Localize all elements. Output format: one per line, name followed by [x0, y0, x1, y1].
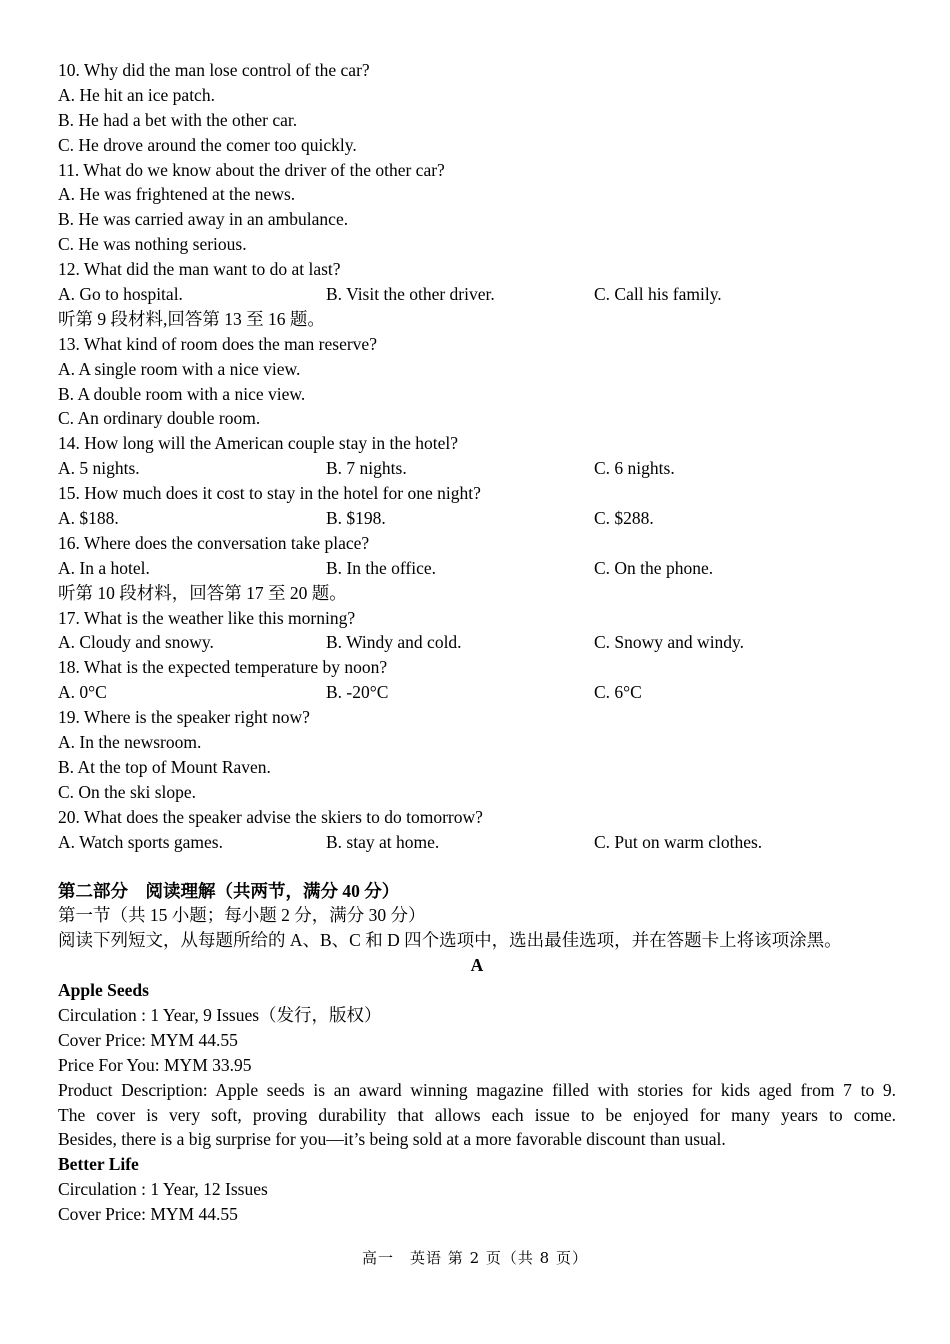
answer-option: A. In the newsroom.: [58, 732, 202, 753]
section-subheading: 第一节（共 15 小题；每小题 2 分，满分 30 分）: [58, 905, 426, 926]
answer-option: A. He hit an ice patch.: [58, 84, 215, 105]
product-detail: Cover Price: MYM 44.55: [58, 1029, 238, 1050]
question-stem: 19. Where is the speaker right now?: [58, 707, 310, 728]
question-stem: 18. What is the expected temperature by noon?: [58, 657, 388, 678]
answer-option: B. $198.: [326, 508, 386, 529]
product-description-line: Besides, there is a big surprise for you—it’s being sold at a more favorable discount than usual.: [58, 1129, 726, 1150]
part-heading: 第二部分 阅读理解（共两节，满分 40 分）: [58, 880, 400, 901]
options-row: [58, 680, 896, 705]
product-description-line: Product Description: Apple seeds is an award winning magazine filled with stories for kids aged from 7 to 9.: [58, 1079, 896, 1100]
reading-instruction: 阅读下列短文，从每题所给的 A、B、C 和 D 四个选项中，选出最佳选项，并在答题卡上将该项涂黑。: [58, 930, 842, 951]
section-gap: [58, 855, 896, 879]
answer-option: A. 0°C: [58, 682, 107, 703]
answer-option: A. A single room with a nice view.: [58, 358, 301, 379]
question-stem: 15. How much does it cost to stay in the hotel for one night?: [58, 483, 481, 504]
answer-option: C. He drove around the comer too quickly.: [58, 134, 357, 155]
answer-option: B. In the office.: [326, 557, 436, 578]
options-row: [58, 630, 896, 655]
question-stem: 12. What did the man want to do at last?: [58, 259, 341, 280]
answer-option: A. Watch sports games.: [58, 831, 223, 852]
answer-option: B. At the top of Mount Raven.: [58, 756, 271, 777]
options-row: [58, 830, 896, 855]
answer-option: B. He had a bet with the other car.: [58, 109, 298, 130]
options-row: [58, 506, 896, 531]
answer-option: A. Cloudy and snowy.: [58, 632, 214, 653]
product-description-line: The cover is very soft, proving durability that allows each issue to be enjoyed for many years to come.: [58, 1104, 896, 1125]
question-stem: 17. What is the weather like this morning?: [58, 607, 356, 628]
answer-option: A. He was frightened at the news.: [58, 184, 296, 205]
question-stem: 14. How long will the American couple stay in the hotel?: [58, 433, 458, 454]
question-stem: 16. Where does the conversation take place?: [58, 532, 370, 553]
answer-option: C. On the phone.: [594, 557, 714, 578]
answer-option: B. A double room with a nice view.: [58, 383, 306, 404]
answer-option: B. He was carried away in an ambulance.: [58, 209, 349, 230]
page-content: [58, 58, 896, 1227]
answer-option: C. Call his family.: [594, 284, 722, 305]
answer-option: C. On the ski slope.: [58, 781, 197, 802]
answer-option: C. An ordinary double room.: [58, 408, 261, 429]
section-instruction: 听第 10 段材料，回答第 17 至 20 题。: [58, 582, 347, 603]
question-stem: 20. What does the speaker advise the skiers to do tomorrow?: [58, 806, 483, 827]
product-detail: Price For You: MYM 33.95: [58, 1054, 252, 1075]
product-detail: Circulation : 1 Year, 12 Issues: [58, 1179, 268, 1200]
answer-option: B. Windy and cold.: [326, 632, 462, 653]
section-instruction: 听第 9 段材料,回答第 13 至 16 题。: [58, 308, 325, 329]
answer-option: B. Visit the other driver.: [326, 284, 495, 305]
answer-option: C. He was nothing serious.: [58, 234, 247, 255]
answer-option: C. Put on warm clothes.: [594, 831, 763, 852]
product-title: Better Life: [58, 1154, 139, 1175]
answer-option: C. 6 nights.: [594, 458, 675, 479]
product-title: Apple Seeds: [58, 980, 149, 1001]
page-footer: 高一 英语 第 2 页（共 8 页）: [362, 1249, 588, 1267]
question-stem: 13. What kind of room does the man reserve?: [58, 333, 377, 354]
answer-option: C. $288.: [594, 508, 654, 529]
answer-option: A. Go to hospital.: [58, 284, 183, 305]
answer-option: A. 5 nights.: [58, 458, 140, 479]
product-detail: Circulation : 1 Year, 9 Issues（发行，版权）: [58, 1004, 382, 1025]
question-stem: 10. Why did the man lose control of the car?: [58, 60, 370, 80]
answer-option: B. stay at home.: [326, 831, 440, 852]
answer-option: B. 7 nights.: [326, 458, 407, 479]
answer-option: C. Snowy and windy.: [594, 632, 745, 653]
answer-option: A. $188.: [58, 508, 119, 529]
answer-option: C. 6°C: [594, 682, 642, 703]
answer-option: B. -20°C: [326, 682, 389, 703]
answer-option: A. In a hotel.: [58, 557, 150, 578]
options-row: [58, 282, 896, 307]
passage-label: A: [470, 955, 484, 976]
options-row: [58, 556, 896, 581]
product-detail: Cover Price: MYM 44.55: [58, 1204, 238, 1225]
question-stem: 11. What do we know about the driver of the other car?: [58, 159, 445, 180]
options-row: [58, 456, 896, 481]
